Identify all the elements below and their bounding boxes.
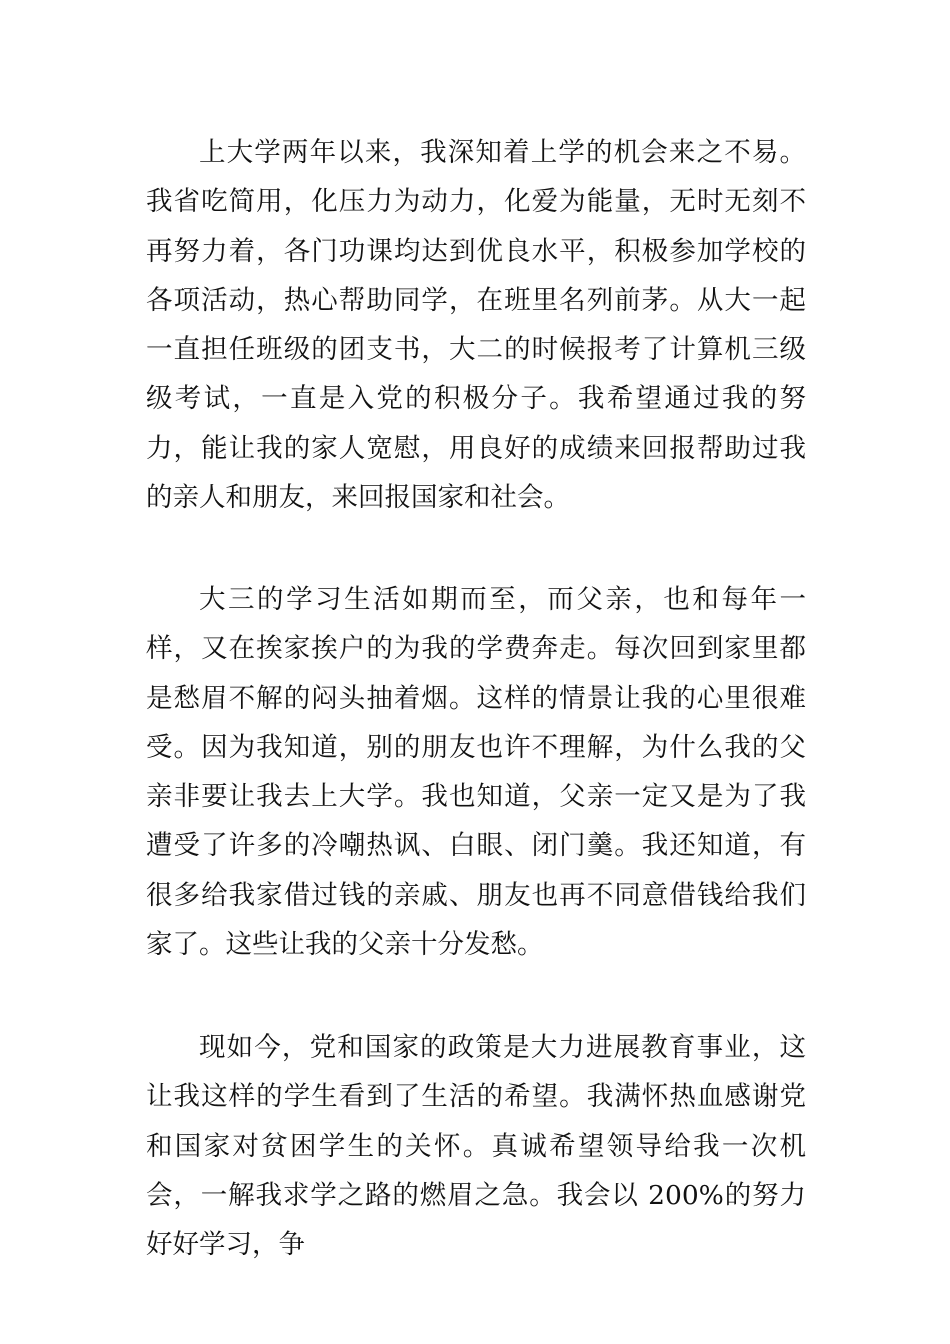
paragraph-2: 大三的学习生活如期而至，而父亲，也和每年一样，又在挨家挨户的为我的学费奔走。每次回到家里都是愁眉不解的闷头抽着烟。这样的情景让我的心里很难受。因为我知道，别的朋友也许不理解，为什么我的父亲非要让我去上大学。我也知道，父亲一定又是为了我遭受了许多的冷嘲热讽、白眼、闭门羹。我还知道，有很多给我家借过钱的亲戚、朋友也再不同意借钱给我们家了。这些让我的父亲十分发愁。: [146, 584, 806, 961]
paragraph-1: 上大学两年以来，我深知着上学的机会来之不易。我省吃简用，化压力为动力，化爱为能量，无时无刻不再努力着，各门功课均达到优良水平，积极参加学校的各项活动，热心帮助同学，在班里名列前茅。从大一起一直担任班级的团支书，大二的时候报考了计算机三级级考试，一直是入党的积极分子。我希望通过我的努力，能让我的家人宽慰，用良好的成绩来回报帮助过我的亲人和朋友，来回报国家和社会。: [146, 137, 806, 514]
paragraph-3: 现如今，党和国家的政策是大力进展教育事业，这让我这样的学生看到了生活的希望。我满怀热血感谢党和国家对贫困学生的关怀。真诚希望领导给我一次机会，一解我求学之路的燃眉之急。我会以 200%的努力好好学习，争: [146, 1032, 806, 1261]
